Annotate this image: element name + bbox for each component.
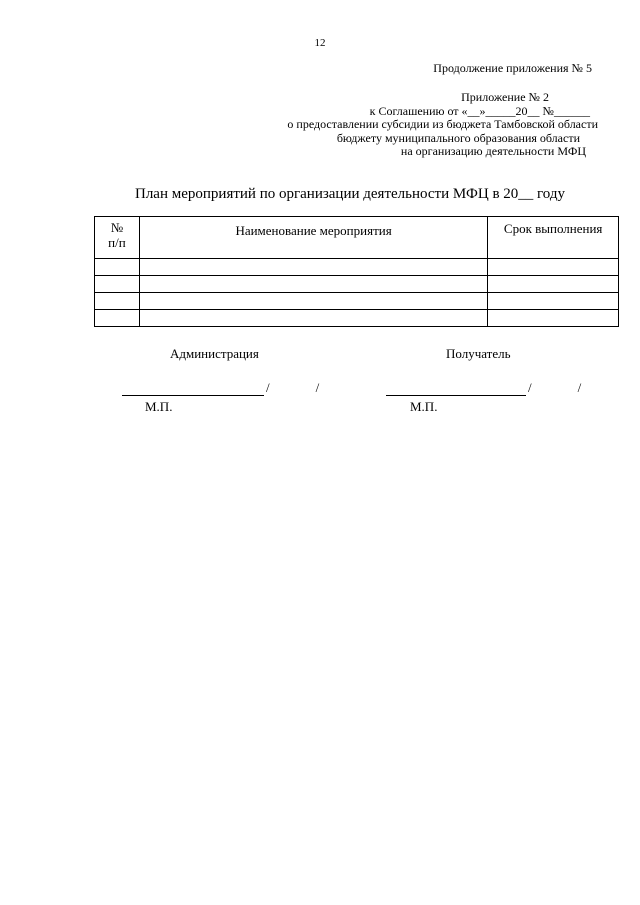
- column-header-number-abbr: п/п: [108, 235, 126, 250]
- table-cell: [95, 293, 140, 310]
- table-cell: [95, 259, 140, 276]
- receiver-signature-slash-2: /: [577, 380, 582, 395]
- column-header-number-symbol: №: [110, 220, 124, 235]
- admin-signature-slash-2: /: [315, 380, 320, 395]
- appendix-subsidy-line: о предоставлении субсидии из бюджета Тамбовской области: [287, 117, 598, 131]
- table-cell: [139, 310, 488, 327]
- table-cell: [139, 293, 488, 310]
- appendix-agreement-ref: к Соглашению от «__»_____20__ №______: [369, 103, 590, 118]
- continuation-note: Продолжение приложения № 5: [433, 61, 592, 75]
- table-cell: [488, 276, 619, 293]
- column-header-number: [95, 217, 140, 259]
- column-header-name: Наименование мероприятия: [139, 217, 488, 259]
- table-row: [95, 310, 619, 327]
- table-cell: [95, 276, 140, 293]
- table-cell: [139, 276, 488, 293]
- appendix-budget-line: бюджету муниципального образования области: [336, 130, 580, 145]
- receiver-signature-rule: [386, 381, 526, 396]
- admin-signature-line: [122, 380, 319, 396]
- admin-signature-rule: [122, 381, 264, 396]
- appendix-header: [287, 91, 598, 159]
- table-cell: [488, 293, 619, 310]
- table-cell: [139, 259, 488, 276]
- column-header-deadline: Срок выполнения: [488, 217, 619, 259]
- appendix-purpose-line: на организацию деятельности МФЦ: [400, 144, 586, 158]
- table-row: [95, 259, 619, 276]
- plan-table: [94, 216, 619, 327]
- table-row: [95, 276, 619, 293]
- admin-signature-label: Администрация: [170, 346, 259, 361]
- receiver-signature-slash-1: /: [528, 380, 532, 395]
- admin-stamp-mark: М.П.: [145, 399, 173, 414]
- table-cell: [95, 310, 140, 327]
- receiver-signature-label: Получатель: [446, 346, 511, 361]
- receiver-stamp-mark: М.П.: [410, 399, 438, 414]
- table-cell: [488, 310, 619, 327]
- plan-title: План мероприятий по организации деятельности МФЦ в 20__ году: [134, 186, 566, 202]
- table-cell: [488, 259, 619, 276]
- receiver-signature-line: [386, 380, 581, 396]
- admin-signature-slash-1: /: [266, 380, 270, 395]
- table-header-row: [95, 217, 619, 259]
- page-number: 12: [314, 37, 326, 49]
- appendix-title: Приложение № 2: [461, 90, 549, 104]
- table-row: [95, 293, 619, 310]
